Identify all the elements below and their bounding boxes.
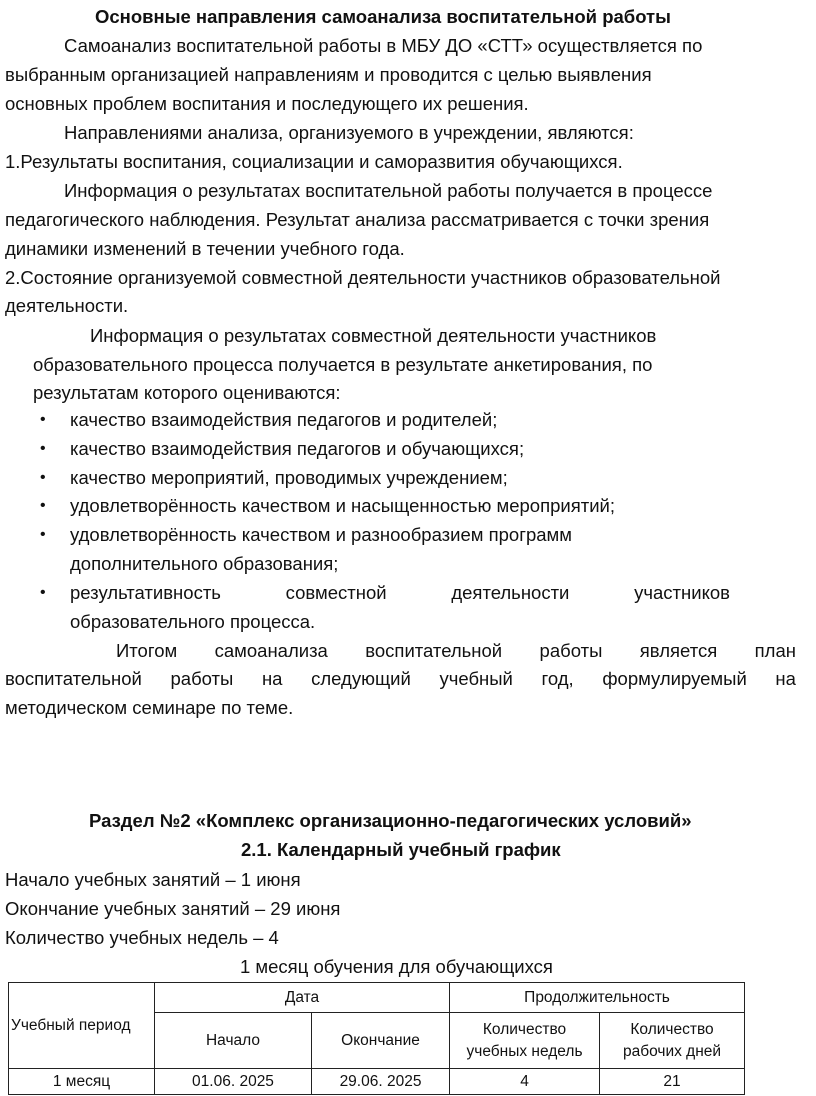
cell-days: 21 [600,1069,745,1095]
list-item: удовлетворённость качеством и насыщенностью мероприятий; [70,495,616,516]
paragraph-line: динамики изменений в течении учебного года. [5,238,405,259]
section-subtitle: 2.1. Календарный учебный график [241,839,561,860]
paragraph-line: Самоанализ воспитательной работы в МБУ ДО «СТТ» осуществляется по [64,35,703,56]
paragraph-line [5,664,796,693]
header-days: Количество рабочих дней [600,1013,745,1069]
word: работы [170,668,234,689]
cell-period: 1 месяц [9,1069,155,1095]
paragraph-line [116,636,796,665]
cell-end: 29.06. 2025 [312,1069,450,1095]
bullet-icon: • [40,411,46,428]
paragraph-line: Информация о результатах совместной деятельности участников [90,325,657,346]
bullet-icon: • [40,440,46,457]
list-item: образовательного процесса. [70,611,316,632]
word: участников [634,582,730,603]
section-heading: Основные направления самоанализа воспитательной работы [95,6,671,27]
calendar-table [8,982,745,1095]
list-item: дополнительного образования; [70,553,339,574]
word: учебный [439,668,513,689]
word: результативность [70,582,221,603]
bullet-icon: • [40,497,46,514]
end-date-line: Окончание учебных занятий – 29 июня [5,898,341,919]
list-item: качество мероприятий, проводимых учреждением; [70,467,508,488]
cell-weeks: 4 [450,1069,600,1095]
header-duration: Продолжительность [450,983,745,1013]
weeks-count-line: Количество учебных недель – 4 [5,927,279,948]
cell-start: 01.06. 2025 [155,1069,312,1095]
numbered-item: 1.Результаты воспитания, социализации и саморазвития обучающихся. [5,151,623,172]
paragraph-line: основных проблем воспитания и последующего их решения. [5,93,529,114]
list-item: качество взаимодействия педагогов и обучающихся; [70,438,525,459]
table-caption: 1 месяц обучения для обучающихся [240,956,553,977]
list-item: качество взаимодействия педагогов и родителей; [70,409,498,430]
word: является [639,640,718,661]
word: совместной [285,582,387,603]
word: работы [539,640,603,661]
paragraph-line: результатам которого оцениваются: [33,382,341,403]
list-item: удовлетворённость качеством и разнообразием программ [70,524,572,545]
paragraph-line: методическом семинаре по теме. [5,697,294,718]
section-title: Раздел №2 «Комплекс организационно-педагогических условий» [89,810,692,831]
word: план [754,640,796,661]
word: деятельности [451,582,570,603]
word: на [261,668,283,689]
word: год, [541,668,574,689]
header-period: Учебный период [9,983,155,1069]
word: на [775,668,796,689]
table-row [9,1069,745,1095]
word: Итогом [116,640,178,661]
header-weeks: Количество учебных недель [450,1013,600,1069]
bullet-icon: • [40,469,46,486]
start-date-line: Начало учебных занятий – 1 июня [5,869,301,890]
table-header-row [9,983,745,1013]
paragraph-line: образовательного процесса получается в результате анкетирования, по [33,354,653,375]
word: самоанализа [214,640,328,661]
word: следующий [311,668,411,689]
numbered-item: деятельности. [5,295,129,316]
paragraph-line: выбранным организацией направлениям и проводится с целью выявления [5,64,652,85]
bullet-icon: • [40,584,46,601]
bullet-icon: • [40,526,46,543]
paragraph-line: Информация о результатах воспитательной работы получается в процессе [64,180,713,201]
header-end: Окончание [312,1013,450,1069]
header-date: Дата [155,983,450,1013]
numbered-item: 2.Состояние организуемой совместной деятельности участников образовательной [5,267,721,288]
word: воспитательной [5,668,142,689]
paragraph-line: педагогического наблюдения. Результат анализа рассматривается с точки зрения [5,209,710,230]
word: формулируемый [602,668,747,689]
list-item [70,578,730,607]
header-start: Начало [155,1013,312,1069]
paragraph-line: Направлениями анализа, организуемого в учреждении, являются: [64,122,634,143]
word: воспитательной [365,640,503,661]
